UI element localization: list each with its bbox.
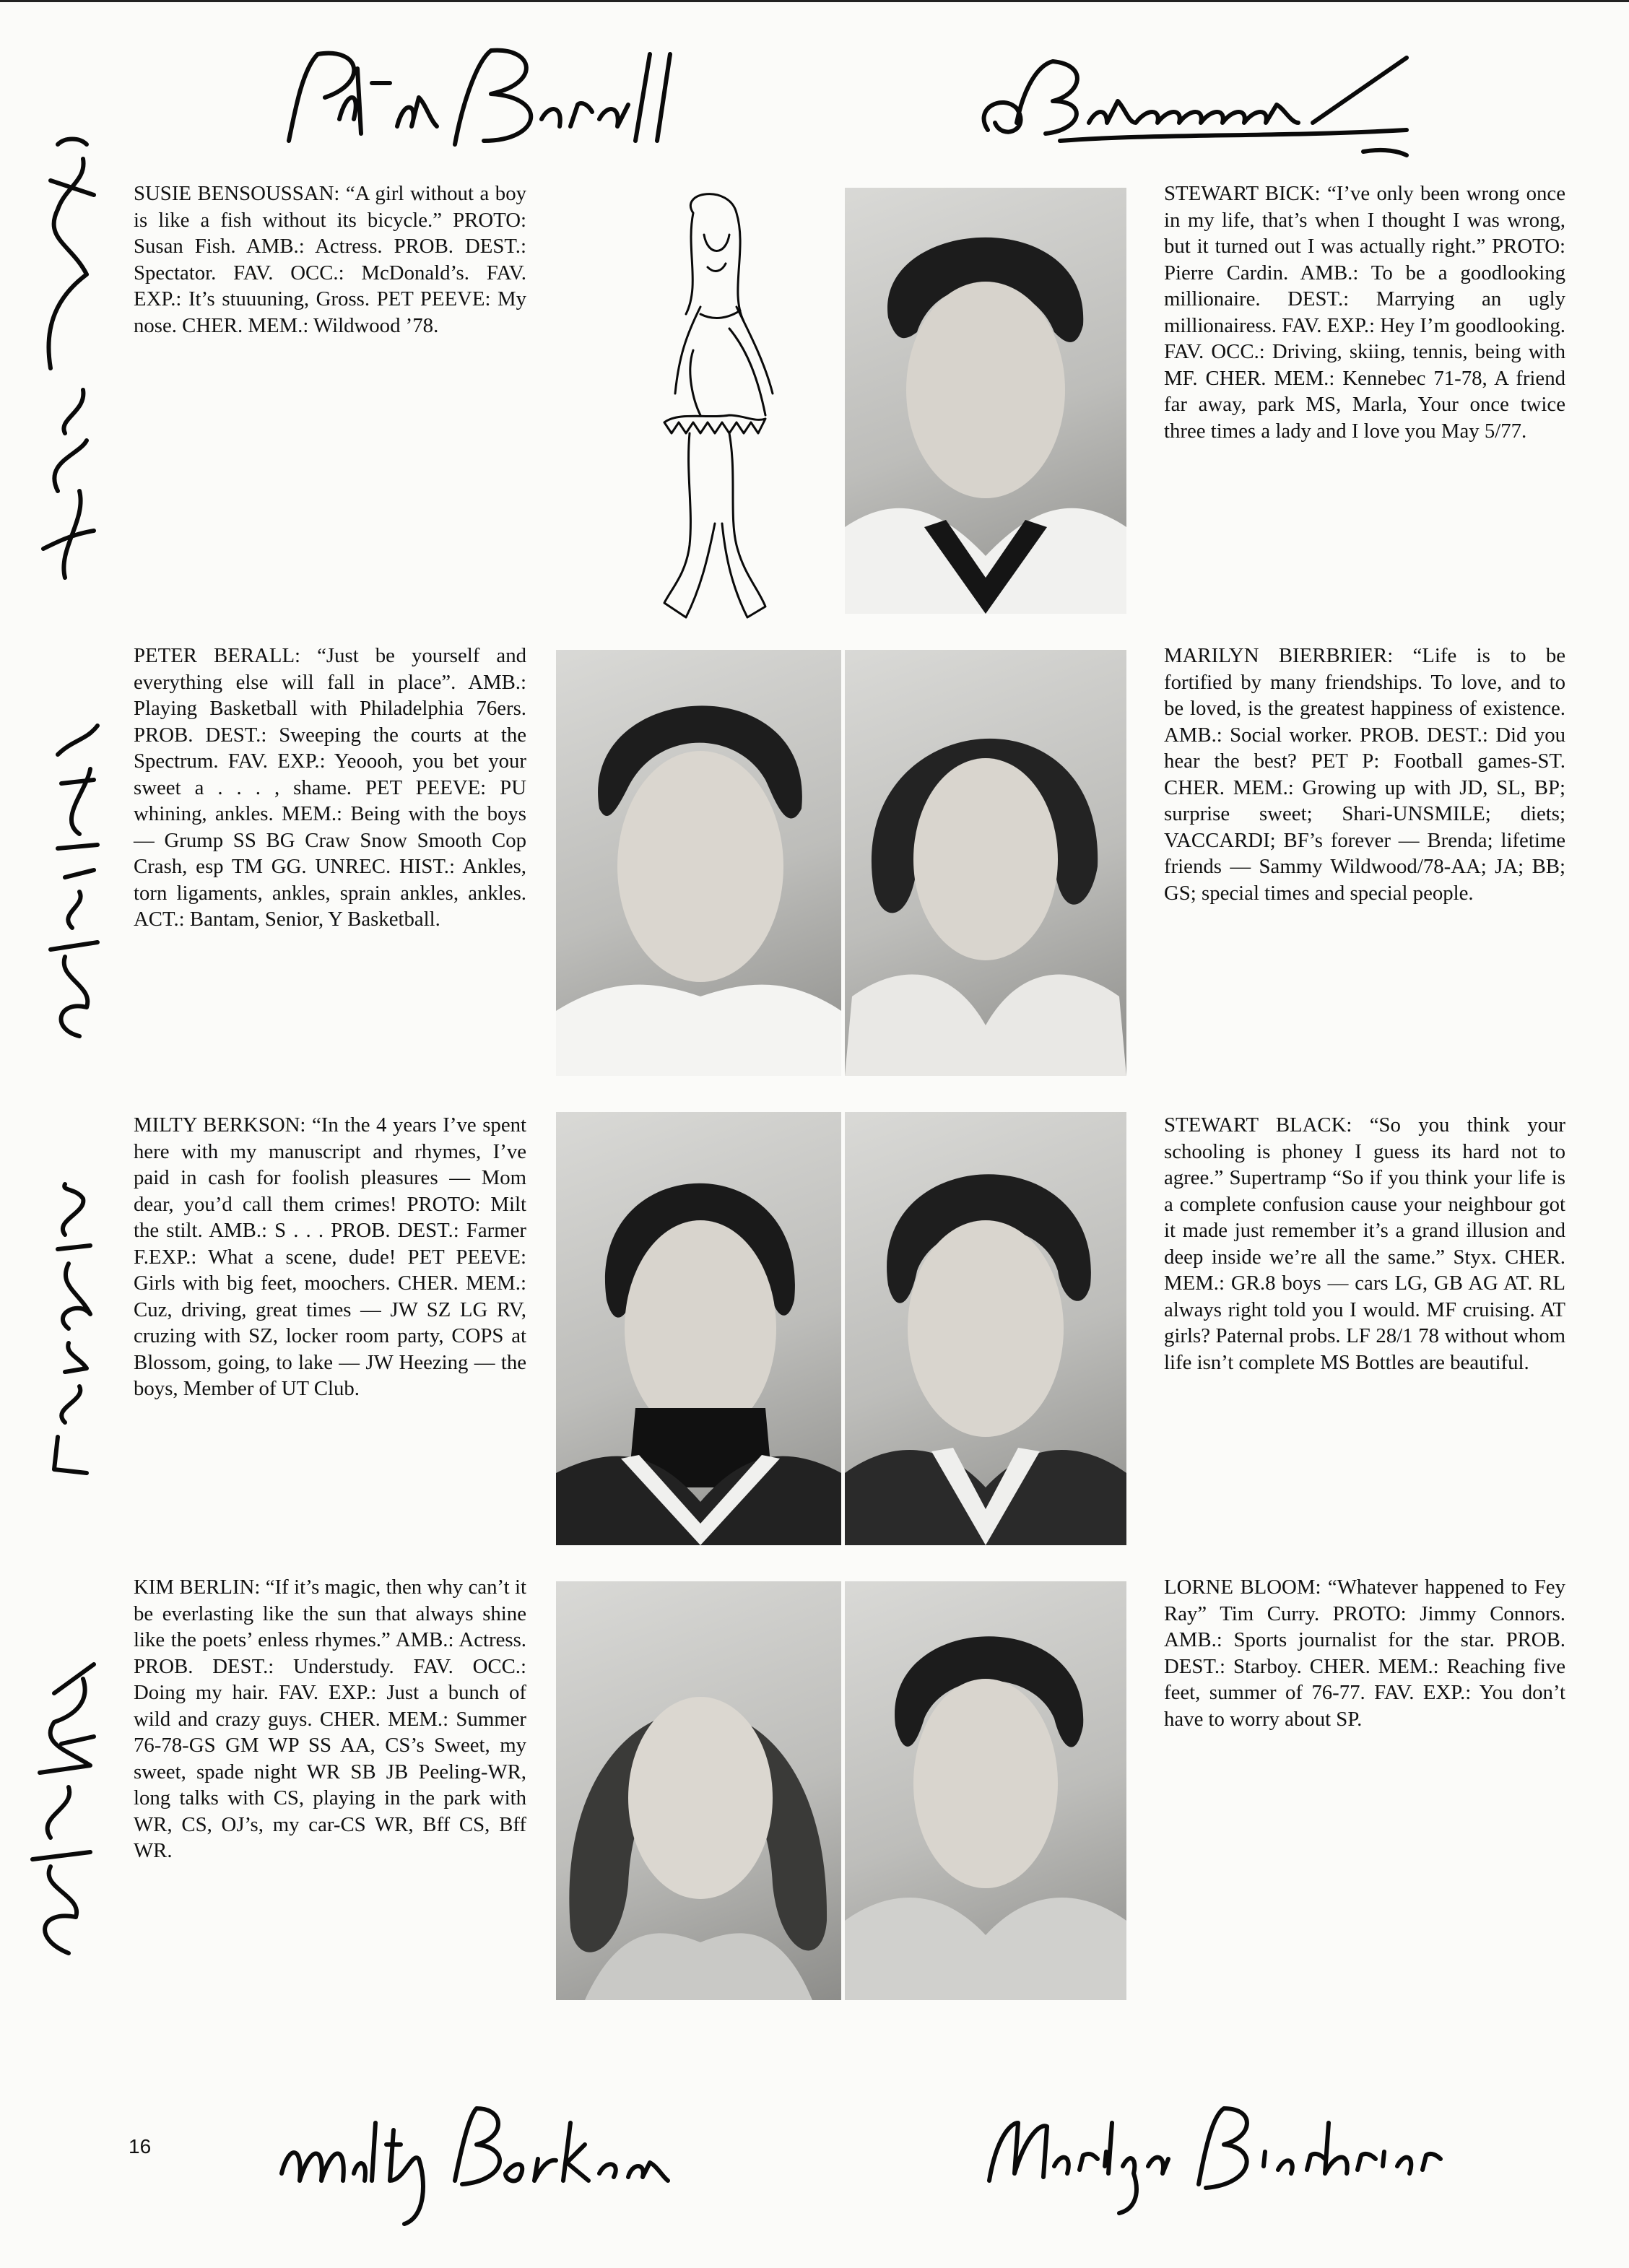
bio-lorne-bloom: LORNE BLOOM: “Whatever happened to Fey Ray” Tim Curry. PROTO: Jimmy Connors. AMB.: Sports journalist for the star. PROB. DEST.: Starboy. CHER. MEM.: Reaching five feet, summer of 76-77. FAV. EXP.: You don’t have to worry about SP. [1164,1576,1565,1731]
page-number: 16 [129,2135,152,2158]
cartoon-girl-drawing [621,184,852,625]
photo-marilyn-bierbrier [845,650,1126,1076]
signature-s-bensoussan [973,43,1421,162]
bio-peter-berall: PETER BERALL: “Just be yourself and everything else will fall in place”. AMB.: Playing Basketball with Philadelphia 76ers. PROB. DEST.: Sweeping the courts at the Spectrum. FAV. EXP.: Yeoooh, you bet your sweet a . . . , shame. PET PEEVE: PU whining, ankles. MEM.: Being with the boys — Grump SS BG Craw Snow Smooth Cop Crash, esp TM GG. UNREC. HIST.: Ankles, torn ligaments, ankles, sprain ankles, ankles. ACT.: Bantam, Senior, Y Basketball. [134,644,526,931]
bio-marilyn-bierbrier: MARILYN BIERBRIER: “Life is to be fortified by many friendships. To love, and to be loved, is the greatest happiness of existence. AMB.: Social worker. PROB. DEST.: Did you hear the best? PET P: Football games-ST. CHER. MEM.: Growing up with JD, SL, BP; surprise sweet; Shari-UNSMILE; diets; VACCARDI; BF’s forever — Brenda; lifetime friends — Sammy Wildwood/78-AA; JA; BB; GS; special times and special people. [1164,644,1565,905]
photo-peter-berall [556,650,841,1076]
photo-lorne-bloom [845,1581,1126,2000]
signature-kim-berlin [14,116,108,592]
signature-peter-berall [274,40,679,162]
photo-milty-berkson [556,1112,841,1545]
bio-stewart-black: STEWART BLACK: “So you think your schooling is phoney I guess its hard not to agree.” Supertramp “So if you think your life is a complete confusion cause your neighbour got it made just remember it’s a grand illusion and deep inside we’re all the same.” Styx. CHER. MEM.: GR.8 boys — cars LG, GB AG AT. RL always right told you I would. MF cruising. AT girls? Paternal probs. LF 28/1 78 without whom life isn’t complete MS Bottles are beautiful. [1164,1113,1565,1374]
signature-marilyn-bierbrier [982,2094,1444,2217]
signature-stewart-bick [29,711,105,1051]
signature-lorne-bloom [36,1177,101,1480]
photo-stewart-bick [845,188,1126,614]
bio-stewart-bick: STEWART BICK: “I’ve only been wrong once in my life, that’s when I thought I was wrong, but it turned out I was actually right.” PROTO: Pierre Cardin. AMB.: To be a goodlooking millionaire. DEST.: Marrying an ugly millionairess. FAV. EXP.: Hey I’m goodlooking. FAV. OCC.: Driving, skiing, tennis, being with MF. CHER. MEM.: Kennebec 71-78, A friend far away, park MS, Marla, Your once twice three times a lady and I love you May 5/77. [1164,182,1565,443]
photo-stewart-black [845,1112,1126,1545]
bio-milty-berkson: MILTY BERKSON: “In the 4 years I’ve spent here with my manuscript and rhymes, I’ve paid in cash for foolish pleasures — Mom dear, you’d call them crimes! PROTO: Milt the stilt. AMB.: S . . . PROB. DEST.: Farmer F.EXP.: What a scene, dude! PET PEEVE: Girls with big feet, moochers. CHER. MEM.: Cuz, driving, great times — JW SZ LG RV, cruzing with SZ, locker room party, COPS at Blossom, going, to lake — JW Heezing — the boys, Member of UT Club. [134,1113,526,1400]
photo-kim-berlin [556,1581,841,2000]
bio-kim-berlin: KIM BERLIN: “If it’s magic, then why can’t it be everlasting like the sun that always shine like the poets’ enless rhymes.” AMB.: Actress. PROB. DEST.: Understudy. FAV. OCC.: Doing my hair. FAV. EXP.: Just a bunch of wild and crazy guys. CHER. MEM.: Summer 76-78-GS GM WP SS AA, CS’s Sweet, my sweet, spade night WR SB JB Peeling-WR, long talks with CS, playing in the park with WR, CS, OJ’s, my car-CS WR, Bff CS, Bff WR. [134,1576,526,1862]
signature-milty-berkson [267,2094,672,2231]
signature-stewart-black [11,1650,105,1960]
top-rule [0,0,1629,2]
bio-susie-bensoussan: SUSIE BENSOUSSAN: “A girl without a boy is like a fish without its bicycle.” PROTO: Susan Fish. AMB.: Actress. PROB. DEST.: Spectator. FAV. OCC.: McDonald’s. FAV. EXP.: It’s stuuuning, Gross. PET PEEVE: My nose. CHER. MEM.: Wildwood ’78. [134,182,526,337]
